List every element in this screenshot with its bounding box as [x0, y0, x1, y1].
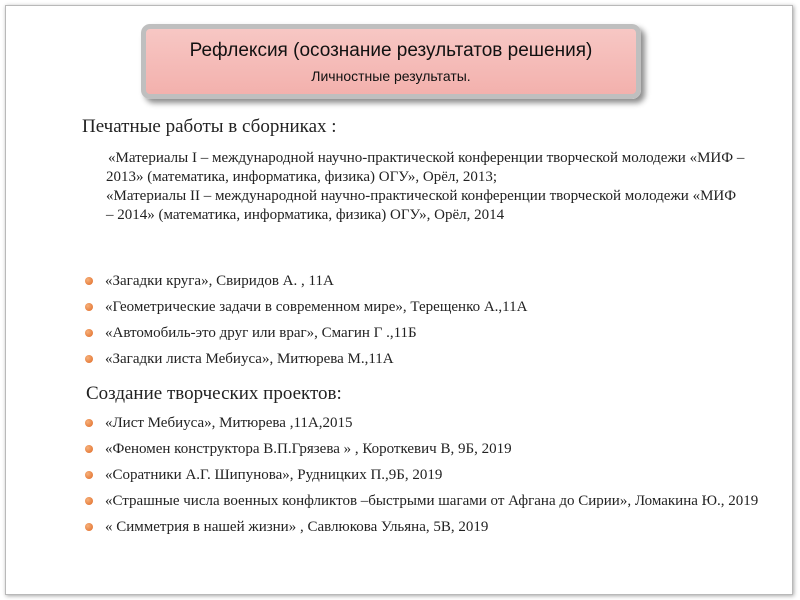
- bullet-icon: [85, 355, 93, 363]
- bullet-icon: [85, 523, 93, 531]
- bullet-icon: [85, 445, 93, 453]
- list-item: [84, 517, 764, 537]
- bullet-icon: [85, 303, 93, 311]
- list-item-text: «Соратники А.Г. Шипунова», Рудницких П.,9Б, 2019: [105, 467, 443, 483]
- list-item-text: «Феномен конструктора В.П.Грязева » , Короткевич В, 9Б, 2019: [105, 441, 512, 457]
- list-item-text: «Страшные числа военных конфликтов –быстрыми шагами от Афгана до Сирии», Ломакина Ю., 2019: [105, 493, 759, 509]
- list-item-text: «Геометрические задачи в современном мире», Терещенко А.,11А: [105, 299, 528, 315]
- section2-title: Создание творческих проектов:: [86, 383, 342, 404]
- list-item: [84, 323, 764, 343]
- list-item-text: « Симметрия в нашей жизни» , Савлюкова Ульяна, 5В, 2019: [105, 519, 489, 535]
- bullet-icon: [85, 419, 93, 427]
- list-item: [84, 439, 764, 459]
- slide: [5, 5, 793, 595]
- list-item: [84, 413, 764, 433]
- header-box: [141, 24, 641, 99]
- intro-paragraph: «Материалы II – международной научно-практической конференции творческой молодежи «МИФ – 2014» (математика, информатика, физика) ОГУ», Орёл, 2014: [106, 188, 737, 223]
- list-item: [84, 465, 764, 485]
- header-title: Рефлексия (осознание результатов решения): [189, 40, 593, 61]
- list-item: [84, 271, 764, 291]
- list-item-text: «Лист Мебиуса», Митюрева ,11А,2015: [105, 415, 353, 431]
- bullet-icon: [85, 497, 93, 505]
- list-item-text: «Автомобиль-это друг или враг», Смагин Г .,11Б: [105, 325, 417, 341]
- bullet-icon: [85, 277, 93, 285]
- list-item: [84, 297, 764, 317]
- bullet-icon: [85, 329, 93, 337]
- section1-intro: [106, 149, 746, 225]
- list-item-text: «Загадки листа Мебиуса», Митюрева М.,11А: [105, 351, 394, 367]
- bullet-icon: [85, 471, 93, 479]
- list-item: [84, 491, 764, 511]
- list-item: [84, 349, 764, 369]
- list-item-text: «Загадки круга», Свиридов А. , 11А: [105, 273, 334, 289]
- section1-title: Печатные работы в сборниках :: [82, 116, 337, 137]
- section2-list: [84, 413, 764, 543]
- intro-paragraph: «Материалы I – международной научно-практической конференции творческой молодежи «МИФ – 2013» (математика, информатика, физика) ОГУ», Орёл, 2013;: [106, 150, 745, 185]
- section1-list: [84, 271, 764, 375]
- header-subtitle: Личностные результаты.: [311, 68, 471, 84]
